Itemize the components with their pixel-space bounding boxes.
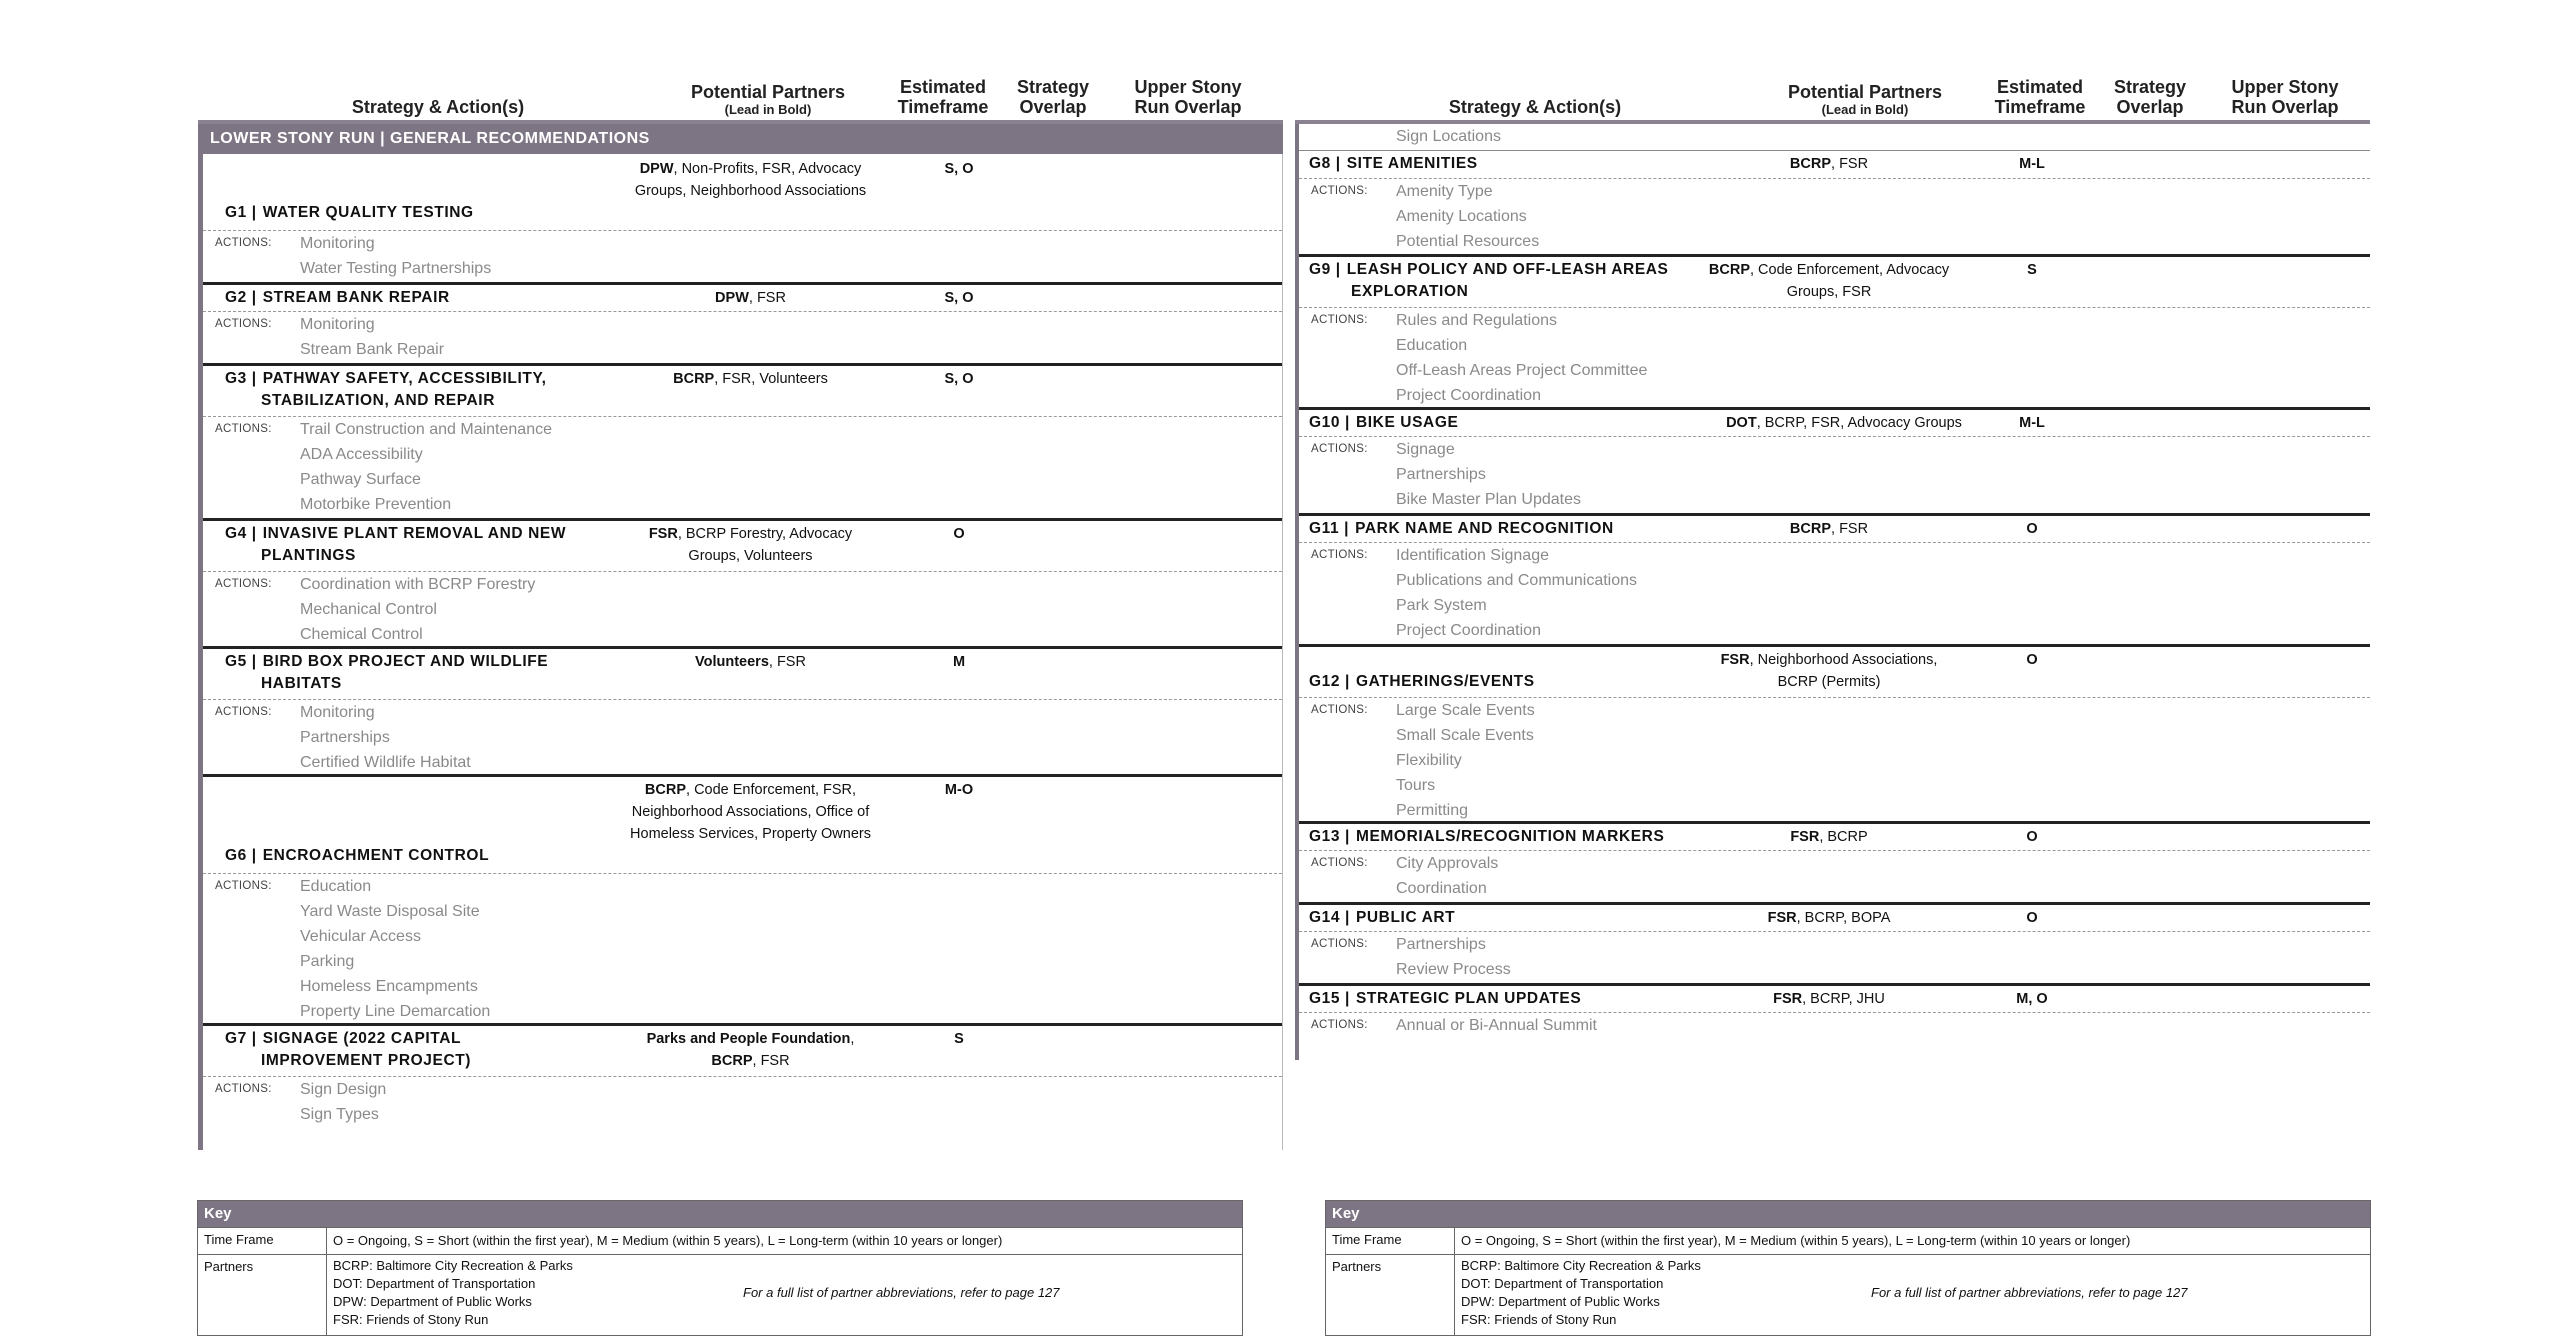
strategy-row-g11: G11 | PARK NAME AND RECOGNITION BCRP, FSR O xyxy=(1299,513,2370,542)
strategy-row-g12: G12 | GATHERINGS/EVENTS FSR, Neighborhood Associations, BCRP (Permits) O xyxy=(1299,644,2370,697)
partners: FSR, BCRP, BOPA xyxy=(1767,910,1891,926)
actions-g6: ACTIONS: Education Yard Waste Disposal Site Vehicular Access Parking Homeless Encampments Property Line Demarcation xyxy=(203,873,1282,1024)
partners: FSR, Neighborhood Associations, BCRP (Permits) xyxy=(1720,652,1938,690)
header-timeframe: Estimated Timeframe xyxy=(1994,77,2086,117)
strategy-row-g5: G5 | BIRD BOX PROJECT AND WILDLIFE HABITATS Volunteers, FSR M xyxy=(203,646,1282,699)
actions-g2: ACTIONS: Monitoring Stream Bank Repair xyxy=(203,311,1282,364)
header-upper-overlap: Upper Stony Run Overlap xyxy=(1134,77,1242,117)
timeframe: M-O xyxy=(944,782,974,798)
timeframe: O xyxy=(2026,829,2038,845)
strategy-row-g4: G4 | INVASIVE PLANT REMOVAL AND NEW PLANTINGS FSR, BCRP Forestry, Advocacy Groups, Volunteers O xyxy=(203,518,1282,571)
partners: FSR, BCRP Forestry, Advocacy Groups, Volunteers xyxy=(648,526,853,564)
strategy-title: G1 | WATER QUALITY TESTING xyxy=(225,204,474,221)
right-table xyxy=(1295,60,2370,1060)
right-table-body xyxy=(1295,124,2370,1060)
key-timeframe-row: Time Frame O = Ongoing, S = Short (within the first year), M = Medium (within 5 years), L = Long-term (within 10 years or longer) xyxy=(198,1227,1242,1254)
strategy-row-g13: G13 | MEMORIALS/RECOGNITION MARKERS FSR, BCRP O xyxy=(1299,821,2370,850)
partners: BCRP, FSR, Volunteers xyxy=(673,371,828,387)
header-timeframe: Estimated Timeframe xyxy=(897,77,989,117)
timeframe: O xyxy=(2026,910,2038,926)
actions-g4: ACTIONS: Coordination with BCRP Forestry Mechanical Control Chemical Control xyxy=(203,571,1282,647)
partners: FSR, BCRP, JHU xyxy=(1773,991,1885,1007)
timeframe: M, O xyxy=(2016,991,2048,1007)
table-header xyxy=(198,60,1283,124)
strategy-row-g2: G2 | STREAM BANK REPAIR DPW, FSR S, O xyxy=(203,282,1282,311)
action-item: Sign Locations xyxy=(1396,128,1501,145)
header-strategy: Strategy & Action(s) xyxy=(1448,97,1622,117)
timeframe: M xyxy=(952,654,966,670)
key-note: For a full list of partner abbreviations, refer to page 127 xyxy=(1871,1285,2188,1300)
header-strategy-overlap: Strategy Overlap xyxy=(2113,77,2187,117)
actions-g11: ACTIONS: Identification Signage Publications and Communications Park System Project Coordination xyxy=(1299,542,2370,645)
strategy-row-g6: G6 | ENCROACHMENT CONTROL BCRP, Code Enforcement, FSR, Neighborhood Associations, Office of Homeless Services, Property Owners M-O xyxy=(203,774,1282,873)
timeframe: O xyxy=(2026,521,2038,537)
partners: DOT, BCRP, FSR, Advocacy Groups xyxy=(1726,415,1962,431)
timeframe: O xyxy=(2026,652,2038,668)
strategy-row-g7: G7 | SIGNAGE (2022 CAPITAL IMPROVEMENT PROJECT) Parks and People Foundation, BCRP, FSR S xyxy=(203,1023,1282,1076)
strategy-row-g10: G10 | BIKE USAGE DOT, BCRP, FSR, Advocacy Groups M-L xyxy=(1299,407,2370,436)
partners: Volunteers, FSR xyxy=(695,654,806,670)
strategy-row-g15: G15 | STRATEGIC PLAN UPDATES FSR, BCRP, JHU M, O xyxy=(1299,983,2370,1012)
key-table-right xyxy=(1325,1200,2371,1336)
partners: DPW, Non-Profits, FSR, Advocacy Groups, Neighborhood Associations xyxy=(634,161,867,199)
timeframe: S, O xyxy=(944,371,974,387)
timeframe: M-L xyxy=(2019,415,2045,431)
timeframe: S xyxy=(2027,262,2037,278)
timeframe: S xyxy=(954,1031,964,1047)
strategy-row-g8: G8 | SITE AMENITIES BCRP, FSR M-L xyxy=(1299,150,2370,177)
actions-g14: ACTIONS: Partnerships Review Process xyxy=(1299,931,2370,984)
timeframe: S, O xyxy=(944,290,974,306)
header-partners: Potential Partners (Lead in Bold) xyxy=(690,82,846,117)
actions-g1: ACTIONS: Monitoring Water Testing Partnerships xyxy=(203,230,1282,283)
actions-g5: ACTIONS: Monitoring Partnerships Certified Wildlife Habitat xyxy=(203,699,1282,775)
strategy-row-g14: G14 | PUBLIC ART FSR, BCRP, BOPA O xyxy=(1299,902,2370,931)
strategy-row-g9: G9 | LEASH POLICY AND OFF-LEASH AREAS EXPLORATION BCRP, Code Enforcement, Advocacy Groups, FSR S xyxy=(1299,254,2370,307)
header-strategy: Strategy & Action(s) xyxy=(351,97,525,117)
action-item: Monitoring xyxy=(300,235,375,252)
header-upper-overlap: Upper Stony Run Overlap xyxy=(2231,77,2339,117)
actions-g12: ACTIONS: Large Scale Events Small Scale Events Flexibility Tours Permitting xyxy=(1299,697,2370,822)
key-partners-row: Partners BCRP: Baltimore City Recreation & Parks DOT: Department of Transportation DPW: Department of Public Works FSR: Friends of Stony Run For a full list of partner abbreviations, refer to page 127 xyxy=(1326,1254,2370,1335)
partners: FSR, BCRP xyxy=(1790,829,1868,845)
header-strategy-overlap: Strategy Overlap xyxy=(1016,77,1090,117)
left-table-body xyxy=(198,154,1283,1150)
actions-g7: ACTIONS: Sign Design Sign Types xyxy=(203,1076,1282,1137)
timeframe: M-L xyxy=(2019,156,2045,172)
key-partners-row: Partners BCRP: Baltimore City Recreation & Parks DOT: Department of Transportation DPW: Department of Public Works FSR: Friends of Stony Run For a full list of partner abbreviations, refer to page 127 xyxy=(198,1254,1242,1335)
key-timeframe-row: Time Frame O = Ongoing, S = Short (within the first year), M = Medium (within 5 years), L = Long-term (within 10 years or longer) xyxy=(1326,1227,2370,1254)
actions-g15: ACTIONS: Annual or Bi-Annual Summit xyxy=(1299,1012,2370,1043)
partners: BCRP, FSR xyxy=(1789,156,1869,172)
partners: DPW, FSR xyxy=(715,290,786,306)
partners: BCRP, Code Enforcement, Advocacy Groups, FSR xyxy=(1708,262,1950,300)
strategy-row-g1 xyxy=(203,154,1282,230)
key-table-left xyxy=(197,1200,1243,1336)
key-title: Key xyxy=(1326,1201,2370,1227)
partners: BCRP, Code Enforcement, FSR, Neighborhood Associations, Office of Homeless Services, Property Owners xyxy=(630,782,871,842)
header-partners: Potential Partners (Lead in Bold) xyxy=(1787,82,1943,117)
timeframe: S, O xyxy=(944,161,974,177)
action-item: Water Testing Partnerships xyxy=(300,260,492,277)
partners: BCRP, FSR xyxy=(1789,521,1869,537)
key-title: Key xyxy=(198,1201,1242,1227)
left-table xyxy=(198,60,1283,1150)
section-band: LOWER STONY RUN | GENERAL RECOMMENDATIONS xyxy=(198,124,1283,154)
partners: Parks and People Foundation, BCRP, FSR xyxy=(646,1031,855,1069)
timeframe: O xyxy=(953,526,965,542)
actions-g3: ACTIONS: Trail Construction and Maintenance ADA Accessibility Pathway Surface Motorbike Prevention xyxy=(203,416,1282,519)
strategy-row-g3: G3 | PATHWAY SAFETY, ACCESSIBILITY, STABILIZATION, AND REPAIR BCRP, FSR, Volunteers S, O xyxy=(203,363,1282,416)
actions-g13: ACTIONS: City Approvals Coordination xyxy=(1299,850,2370,903)
table-header xyxy=(1295,60,2370,124)
actions-g10: ACTIONS: Signage Partnerships Bike Master Plan Updates xyxy=(1299,436,2370,514)
key-note: For a full list of partner abbreviations, refer to page 127 xyxy=(743,1285,1060,1300)
actions-g9: ACTIONS: Rules and Regulations Education Off-Leash Areas Project Committee Project Coordination xyxy=(1299,307,2370,408)
actions-g8: ACTIONS: Amenity Type Amenity Locations Potential Resources xyxy=(1299,178,2370,255)
